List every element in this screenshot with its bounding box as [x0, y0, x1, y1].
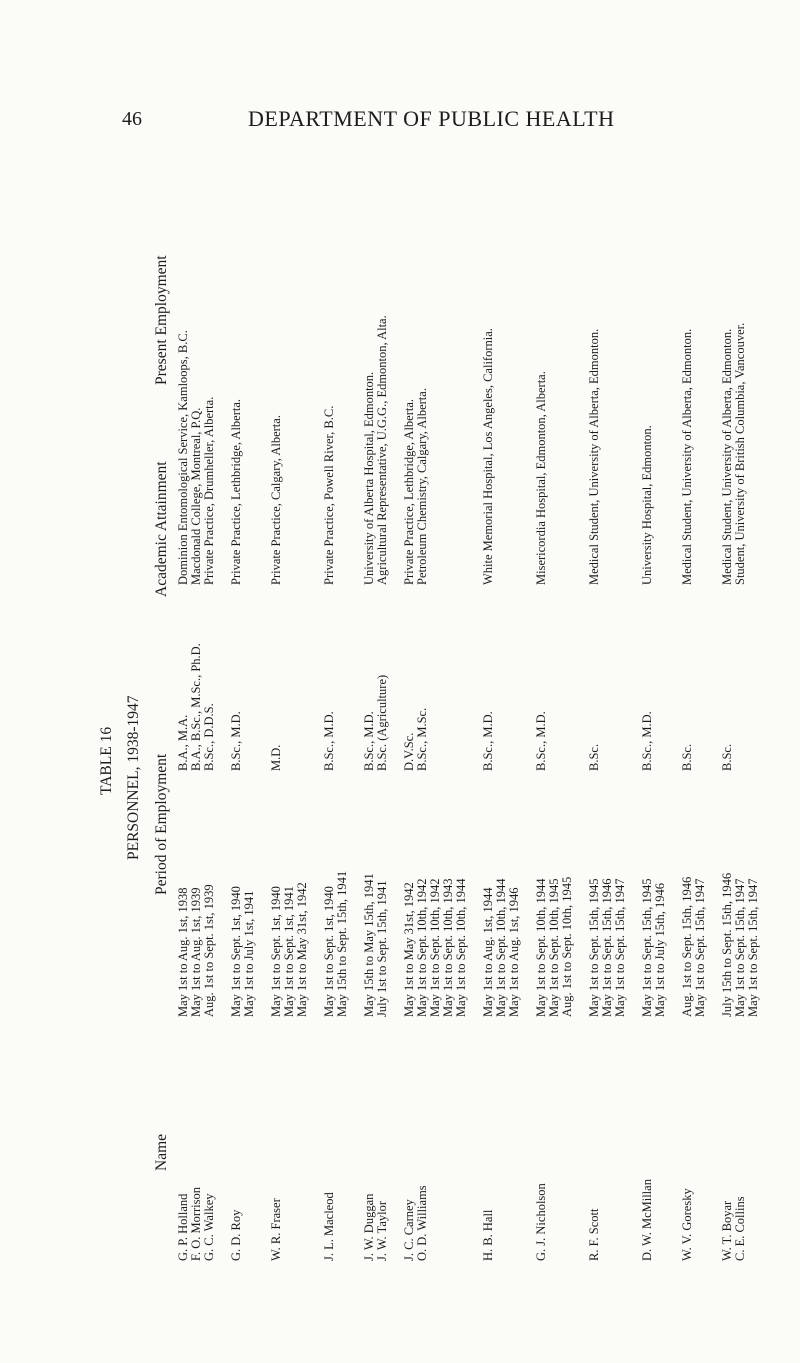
cell-names-0-0: G. P. Holland: [176, 1193, 190, 1261]
cell-attainments-1-0: B.Sc., M.D.: [229, 711, 243, 771]
cell-attainments-7-0: B.Sc., M.D.: [534, 711, 548, 771]
cell-periods-0-0: May 1st to Aug. 1st, 1938: [176, 887, 190, 1017]
cell-periods-8-2: May 1st to Sept. 15th, 1947: [613, 878, 627, 1017]
cell-periods-10-1: May 1st to Sept. 15th, 1947: [693, 878, 707, 1017]
cell-names-5-1: O. D. Williams: [415, 1185, 429, 1261]
cell-names-10-0: W. V. Goresky: [680, 1188, 694, 1261]
cell-employment-1-0: Private Practice, Lethbridge, Alberta.: [229, 398, 243, 585]
cell-attainments-0-0: B.A., M.A.: [176, 714, 190, 771]
col-header-name: Name: [153, 1133, 170, 1171]
cell-periods-4-1: July 1st to Sept. 15th, 1941: [375, 880, 389, 1017]
page-number: 46: [122, 108, 142, 130]
cell-periods-4-0: May 15th to May 15th, 1941: [362, 873, 376, 1017]
cell-names-7-0: G. J. Nicholson: [534, 1183, 548, 1261]
table-label: TABLE 16: [98, 726, 115, 795]
cell-names-8-0: R. F. Scott: [587, 1208, 601, 1261]
cell-names-11-1: C. E. Collins: [733, 1196, 747, 1261]
cell-employment-2-0: Private Practice, Calgary, Alberta.: [269, 415, 283, 585]
cell-periods-2-1: May 1st to Sept. 1st, 1941: [282, 886, 296, 1017]
cell-periods-1-0: May 1st to Sept. 1st, 1940: [229, 886, 243, 1017]
cell-employment-5-0: Private Practice, Lethbridge, Alberta.: [402, 398, 416, 585]
cell-periods-1-1: May 1st to July 1st, 1941: [242, 890, 256, 1017]
cell-employment-0-2: Private Practice, Drumheller, Alberta.: [202, 396, 216, 585]
cell-names-5-0: J. C. Carney: [402, 1199, 416, 1261]
cell-periods-3-1: May 15th to Sept. 15th, 1941: [335, 870, 349, 1017]
cell-periods-11-0: July 15th to Sept. 15th, 1946: [720, 872, 734, 1017]
cell-names-3-0: J. L. Macleod: [322, 1192, 336, 1261]
cell-periods-2-2: May 1st to May 31st, 1942: [295, 882, 309, 1017]
cell-employment-5-1: Petroleum Chemistry, Calgary, Alberta.: [415, 388, 429, 585]
cell-periods-8-0: May 1st to Sept. 15th, 1945: [587, 878, 601, 1017]
cell-attainments-0-2: B.Sc., D.D.S.: [202, 703, 216, 771]
cell-attainments-4-0: B.Sc., M.D.: [362, 711, 376, 771]
cell-employment-9-0: University Hospital, Edmonton.: [640, 425, 654, 585]
cell-periods-10-0: Aug. 1st to Sept. 15th, 1946: [680, 876, 694, 1017]
cell-employment-10-0: Medical Student, University of Alberta, Edmonton.: [680, 328, 694, 585]
cell-periods-5-4: May 1st to Sept. 10th, 1944: [454, 878, 468, 1017]
cell-names-0-1: F. O. Morrison: [189, 1186, 203, 1261]
cell-periods-5-1: May 1st to Sept. 10th, 1942: [415, 878, 429, 1017]
cell-employment-11-1: Student, University of British Columbia, Vancouver.: [733, 322, 747, 585]
cell-names-0-2: G. C. Walkey: [202, 1193, 216, 1261]
cell-periods-9-0: May 1st to Sept. 15th, 1945: [640, 878, 654, 1017]
cell-periods-5-3: May 1st to Sept. 10th, 1943: [441, 878, 455, 1017]
col-header-attainment: Academic Attainment: [153, 461, 170, 597]
cell-periods-0-1: May 1st to Aug. 1st, 1939: [189, 887, 203, 1017]
cell-periods-8-1: May 1st to Sept. 15th, 1946: [600, 878, 614, 1017]
cell-periods-2-0: May 1st to Sept. 1st, 1940: [269, 886, 283, 1017]
cell-periods-7-1: May 1st to Sept. 10th, 1945: [547, 878, 561, 1017]
cell-periods-11-1: May 1st to Sept. 15th, 1947: [733, 878, 747, 1017]
page-header: DEPARTMENT OF PUBLIC HEALTH: [248, 106, 615, 131]
cell-periods-9-1: May 1st to July 15th, 1946: [653, 882, 667, 1017]
cell-attainments-10-0: B.Sc.: [680, 743, 694, 771]
cell-attainments-0-1: B.A., B.Sc., M.Sc., Ph.D.: [189, 643, 203, 771]
cell-attainments-5-0: D.V.Sc.: [402, 732, 416, 771]
cell-periods-6-2: May 1st to Aug. 1st, 1946: [507, 887, 521, 1017]
cell-employment-4-0: University of Alberta Hospital, Edmonton.: [362, 371, 376, 585]
cell-periods-5-2: May 1st to Sept. 10th, 1942: [428, 878, 442, 1017]
cell-periods-6-0: May 1st to Aug. 1st, 1944: [481, 887, 495, 1017]
cell-names-4-0: J. W. Duggan: [362, 1193, 376, 1261]
cell-periods-7-2: Aug. 1st to Sept. 10th, 1945: [560, 876, 574, 1017]
cell-attainments-5-1: B.Sc., M.Sc.: [415, 707, 429, 771]
personnel-table: [95, 125, 760, 1265]
cell-attainments-6-0: B.Sc., M.D.: [481, 711, 495, 771]
col-header-period: Period of Employment: [153, 753, 170, 895]
cell-names-1-0: G. D. Roy: [229, 1209, 243, 1261]
cell-employment-6-0: White Memorial Hospital, Los Angeles, California.: [481, 328, 495, 585]
cell-names-9-0: D. W. McMillan: [640, 1179, 654, 1261]
cell-employment-0-0: Dominion Entomological Service, Kamloops, B.C.: [176, 330, 190, 585]
cell-periods-7-0: May 1st to Sept. 10th, 1944: [534, 878, 548, 1017]
cell-periods-5-0: May 1st to May 31st, 1942: [402, 882, 416, 1017]
table-caption: PERSONNEL, 1938-1947: [125, 695, 142, 860]
cell-employment-7-0: Misericordia Hospital, Edmonton, Alberta.: [534, 371, 548, 585]
cell-names-11-0: W. T. Boyar: [720, 1200, 734, 1261]
cell-periods-0-2: Aug. 1st to Sept. 1st, 1939: [202, 884, 216, 1017]
cell-periods-11-2: May 1st to Sept. 15th, 1947: [746, 878, 760, 1017]
cell-attainments-3-0: B.Sc., M.D.: [322, 711, 336, 771]
cell-names-4-1: J. W. Taylor: [375, 1200, 389, 1261]
cell-attainments-4-1: B.Sc. (Agriculture): [375, 674, 389, 771]
cell-names-6-0: H. B. Hall: [481, 1209, 495, 1261]
cell-attainments-11-0: B.Sc.: [720, 743, 734, 771]
cell-periods-6-1: May 1st to Sept. 10th, 1944: [494, 878, 508, 1017]
col-header-present: Present Employment: [153, 255, 170, 385]
cell-employment-3-0: Private Practice, Powell River, B.C.: [322, 405, 336, 585]
cell-employment-8-0: Medical Student, University of Alberta, Edmonton.: [587, 328, 601, 585]
cell-attainments-9-0: B.Sc., M.D.: [640, 711, 654, 771]
cell-employment-0-1: Macdonald College, Montreal, P.Q.: [189, 407, 203, 585]
cell-attainments-2-0: M.D.: [269, 744, 283, 771]
cell-employment-4-1: Agricultural Representative, U.G.G., Edmonton, Alta.: [375, 315, 389, 585]
cell-employment-11-0: Medical Student, University of Alberta, Edmonton.: [720, 328, 734, 585]
cell-names-2-0: W. R. Fraser: [269, 1198, 283, 1261]
cell-periods-3-0: May 1st to Sept. 1st, 1940: [322, 886, 336, 1017]
cell-attainments-8-0: B.Sc.: [587, 743, 601, 771]
